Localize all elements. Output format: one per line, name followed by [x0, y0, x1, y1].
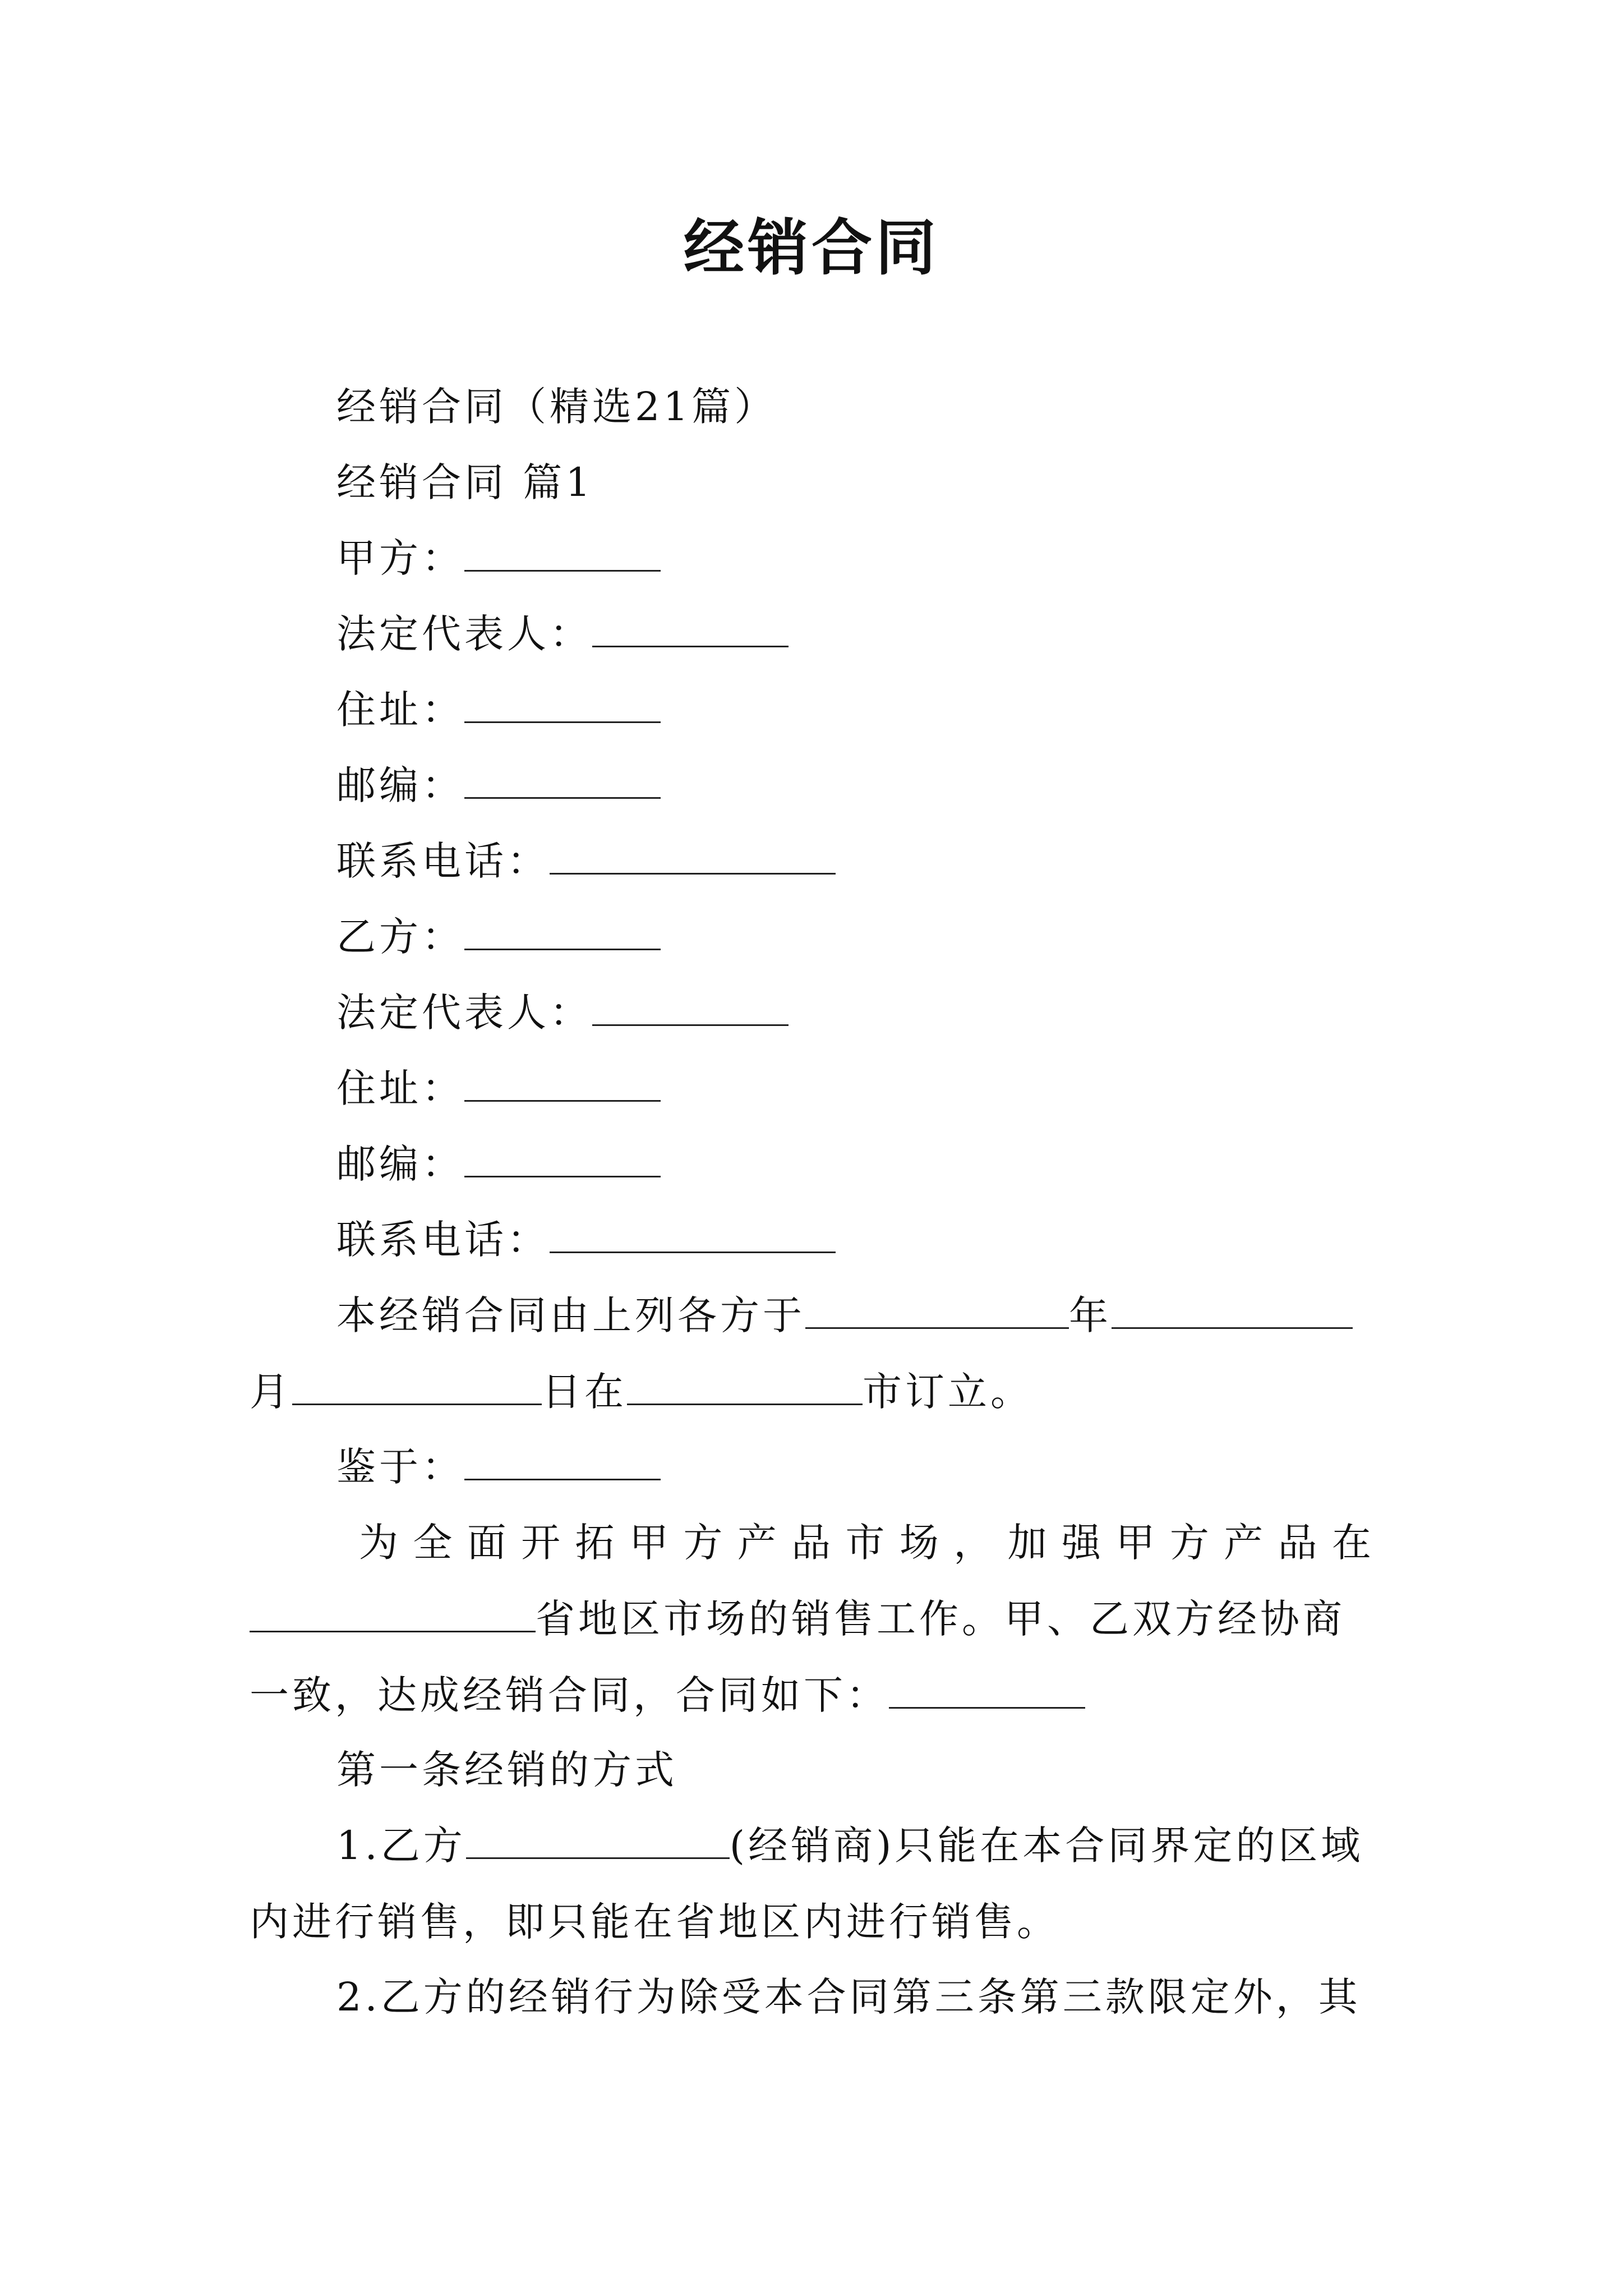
- address-a-label: 住址：: [336, 687, 464, 733]
- party-b-field: [336, 914, 661, 960]
- postcode-b-label: 邮编：: [336, 1141, 464, 1187]
- signing-line-2: [250, 1369, 1382, 1448]
- phone-b-label: 联系电话：: [336, 1217, 550, 1263]
- day-at-label: 日在: [542, 1369, 627, 1415]
- address-b-field: [336, 1065, 661, 1111]
- legal-rep-b-label: 法定代表人：: [336, 990, 592, 1036]
- document-title: 经销合同: [683, 213, 939, 283]
- whereas-field: [336, 1444, 661, 1490]
- postcode-b-field: [336, 1141, 661, 1187]
- purpose-line-2-text: 省地区市场的销售工作。甲、乙双方经协商: [536, 1596, 1345, 1642]
- city-blank: [627, 1372, 863, 1405]
- postcode-a-field: [336, 762, 661, 808]
- purpose-line-3-text: 一致，达成经销合同，合同如下：: [250, 1672, 889, 1718]
- legal-rep-a-field: [336, 611, 789, 657]
- postcode-a-label: 邮编：: [336, 762, 464, 808]
- address-a-field: [336, 687, 661, 733]
- year-label: 年: [1069, 1292, 1112, 1338]
- phone-b-blank: [550, 1220, 836, 1253]
- whereas-blank: [464, 1447, 661, 1480]
- party-b-label: 乙方：: [336, 914, 464, 960]
- purpose-line-2: [250, 1596, 1382, 1676]
- phone-a-blank: [550, 841, 836, 875]
- party-a-blank: [464, 539, 661, 572]
- party-b-blank: [464, 917, 661, 950]
- address-b-blank: [464, 1069, 661, 1102]
- legal-rep-b-field: [336, 990, 789, 1036]
- phone-a-field: [336, 838, 836, 884]
- month-label: 月: [250, 1369, 292, 1415]
- postcode-a-blank: [464, 766, 661, 799]
- month-blank-pre: [1112, 1296, 1353, 1329]
- phone-a-label: 联系电话：: [336, 838, 550, 884]
- purpose-line-3: [250, 1672, 1382, 1752]
- article-1-title: 第一条经销的方式: [336, 1747, 677, 1793]
- party-a-label: 甲方：: [336, 535, 464, 581]
- clause-1-line-2: 内进行销售，即只能在省地区内进行销售。: [250, 1899, 1059, 1945]
- clause-1-prefix: 1.乙方: [336, 1823, 466, 1869]
- purpose-paragraph: [250, 1520, 1382, 1752]
- day-blank: [292, 1372, 542, 1405]
- address-b-label: 住址：: [336, 1065, 464, 1111]
- party-a-field: [336, 535, 661, 581]
- dealer-blank: [466, 1826, 730, 1859]
- clause-1-paragraph: [250, 1823, 1382, 1978]
- clause-1-line-1: [250, 1823, 1382, 1902]
- city-label: 市订立。: [863, 1369, 1033, 1415]
- signing-paragraph: [250, 1292, 1382, 1448]
- legal-rep-a-blank: [592, 614, 789, 647]
- signing-text: 本经销合同由上列各方于: [336, 1292, 805, 1338]
- province-blank: [250, 1599, 536, 1632]
- purpose-blank: [889, 1676, 1085, 1709]
- phone-b-field: [336, 1217, 836, 1263]
- clause-1-text: (经销商)只能在本合同界定的区域: [729, 1823, 1364, 1869]
- year-blank: [805, 1296, 1069, 1329]
- legal-rep-b-blank: [592, 993, 789, 1026]
- signing-line-1: [250, 1292, 1382, 1372]
- section-title: 经销合同 篇1: [336, 459, 594, 505]
- whereas-label: 鉴于：: [336, 1444, 464, 1490]
- address-a-blank: [464, 690, 661, 723]
- postcode-b-blank: [464, 1144, 661, 1177]
- clause-2-line: 2.乙方的经销行为除受本合同第三条第三款限定外，其: [336, 1974, 1361, 2020]
- legal-rep-a-label: 法定代表人：: [336, 611, 592, 657]
- document-subtitle: 经销合同（精选21篇）: [336, 384, 777, 430]
- purpose-line-1: 为全面开拓甲方产品市场，加强甲方产品在: [359, 1520, 1382, 1566]
